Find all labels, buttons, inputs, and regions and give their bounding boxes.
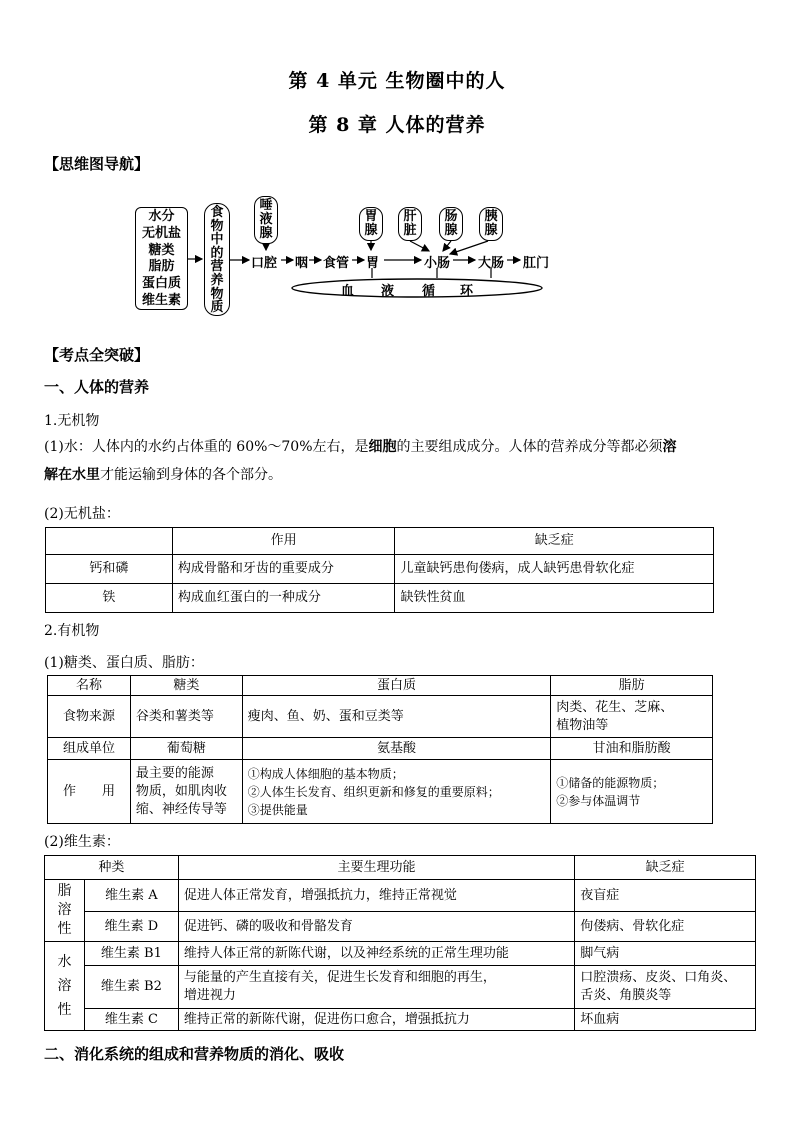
inorganic-title: 1.无机物 bbox=[44, 413, 100, 429]
chapter-title: 第 8 章 人体的营养 bbox=[308, 114, 486, 136]
nutrient-item: 无机盐 bbox=[141, 225, 181, 241]
nutrient-item: 蛋白质 bbox=[141, 276, 181, 292]
arrow-connector bbox=[450, 241, 488, 254]
food-nutrients-box: 食 物 中 的 营 养 物 质 bbox=[204, 203, 230, 316]
unit-title: 第 4 单元 生物圈中的人 bbox=[288, 70, 506, 92]
table-row: 维生素 B2 与能量的产生直接有关，促进生长发育和细胞的再生， 增进视力 口腔溃疡、皮炎、口角炎、 舌炎、角膜炎等 bbox=[45, 966, 756, 1009]
blood-char: 血 bbox=[341, 284, 355, 299]
blood-char: 液 bbox=[381, 284, 395, 299]
fat-soluble-label: 脂 溶 性 bbox=[45, 880, 85, 942]
table-row: 食物来源 谷类和薯类等 瘦肉、鱼、奶、蛋和豆类等 肉类、花生、芝麻、 植物油等 bbox=[48, 696, 713, 738]
small-intestine-label: 小肠 bbox=[424, 256, 451, 271]
section1-title: 一、人体的营养 bbox=[44, 378, 150, 396]
nutrient-item: 脂肪 bbox=[148, 259, 175, 275]
macro-title: (1)糖类、蛋白质、脂肪： bbox=[44, 655, 204, 671]
table-row: 维生素 D 促进钙、磷的吸收和骨骼发育 佝偻病、骨软化症 bbox=[45, 912, 756, 942]
table-row: 水 溶 性 维生素 B1 维持人体正常的新陈代谢，以及神经系统的正常生理功能 脚气病 bbox=[45, 942, 756, 966]
blood-char: 环 bbox=[460, 284, 474, 299]
table-row: 钙和磷 构成骨骼和牙齿的重要成分 儿童缺钙患佝偻病，成人缺钙患骨软化症 bbox=[46, 555, 714, 584]
mindmap-heading: 【思维图导航】 bbox=[44, 155, 150, 173]
table-row: 组成单位 葡萄糖 氨基酸 甘油和脂肪酸 bbox=[48, 738, 713, 760]
nutrient-item: 水分 bbox=[148, 209, 175, 224]
water-paragraph: (1)水：人体内的水约占体重的 60%～70%左右，是细胞的主要组成成分。人体的营养成分等都必须溶 解在水里才能运输到身体的各个部分。 bbox=[44, 439, 677, 483]
vitamin-table bbox=[44, 855, 756, 1031]
table-row: 作 用 最主要的能源 物质，如肌肉收 缩、神经传导等 ①构成人体细胞的基本物质； ②人体生长发育、组织更新和修复的重要原料； ③提供能量 ①储备的能源物质； ②参与体温调节 bbox=[48, 760, 713, 824]
table-header-row: 种类 主要生理功能 缺乏症 bbox=[45, 856, 756, 880]
pancreas-box: 胰 腺 bbox=[479, 207, 503, 241]
water-soluble-label: 水 溶 性 bbox=[45, 942, 85, 1031]
liver-box: 肝 脏 bbox=[398, 207, 422, 241]
arrow-connector bbox=[410, 241, 429, 251]
nutrient-item: 糖类 bbox=[148, 242, 175, 258]
intestinal-gland-box: 肠 腺 bbox=[439, 207, 463, 241]
section2-title: 二、消化系统的组成和营养物质的消化、吸收 bbox=[44, 1045, 345, 1063]
mindmap-connectors bbox=[0, 0, 794, 330]
organic-title: 2.有机物 bbox=[44, 623, 100, 639]
anus-label: 肛门 bbox=[523, 256, 550, 271]
table-row: 铁 构成血红蛋白的一种成分 缺铁性贫血 bbox=[46, 584, 714, 613]
gastric-gland-box: 胃 腺 bbox=[359, 207, 383, 241]
breakthrough-heading: 【考点全突破】 bbox=[44, 346, 150, 364]
large-intestine-label: 大肠 bbox=[478, 256, 505, 271]
arrow-connector bbox=[443, 241, 451, 251]
stomach-label: 胃 bbox=[366, 256, 380, 271]
vitamin-title: (2)维生素： bbox=[44, 834, 120, 850]
macronutrient-table bbox=[47, 675, 713, 824]
table-row: 脂 溶 性 维生素 A 促进人体正常发育，增强抵抗力，维持正常视觉 夜盲症 bbox=[45, 880, 756, 912]
pharynx-label: 咽 bbox=[295, 256, 309, 271]
nutrient-item: 维生素 bbox=[141, 292, 181, 308]
blood-char: 循 bbox=[422, 284, 436, 299]
mouth-label: 口腔 bbox=[251, 256, 278, 271]
blood-circulation-ellipse bbox=[292, 279, 542, 297]
salt-table bbox=[45, 527, 714, 613]
esophagus-label: 食管 bbox=[323, 256, 350, 271]
table-row: 维生素 C 维持正常的新陈代谢，促进伤口愈合，增强抵抗力 坏血病 bbox=[45, 1009, 756, 1031]
table-header-row: 作用 缺乏症 bbox=[46, 528, 714, 555]
table-header-row: 名称 糖类 蛋白质 脂肪 bbox=[48, 676, 713, 696]
salivary-gland-box: 唾 液 腺 bbox=[254, 196, 278, 244]
salt-title: (2)无机盐： bbox=[44, 506, 120, 522]
